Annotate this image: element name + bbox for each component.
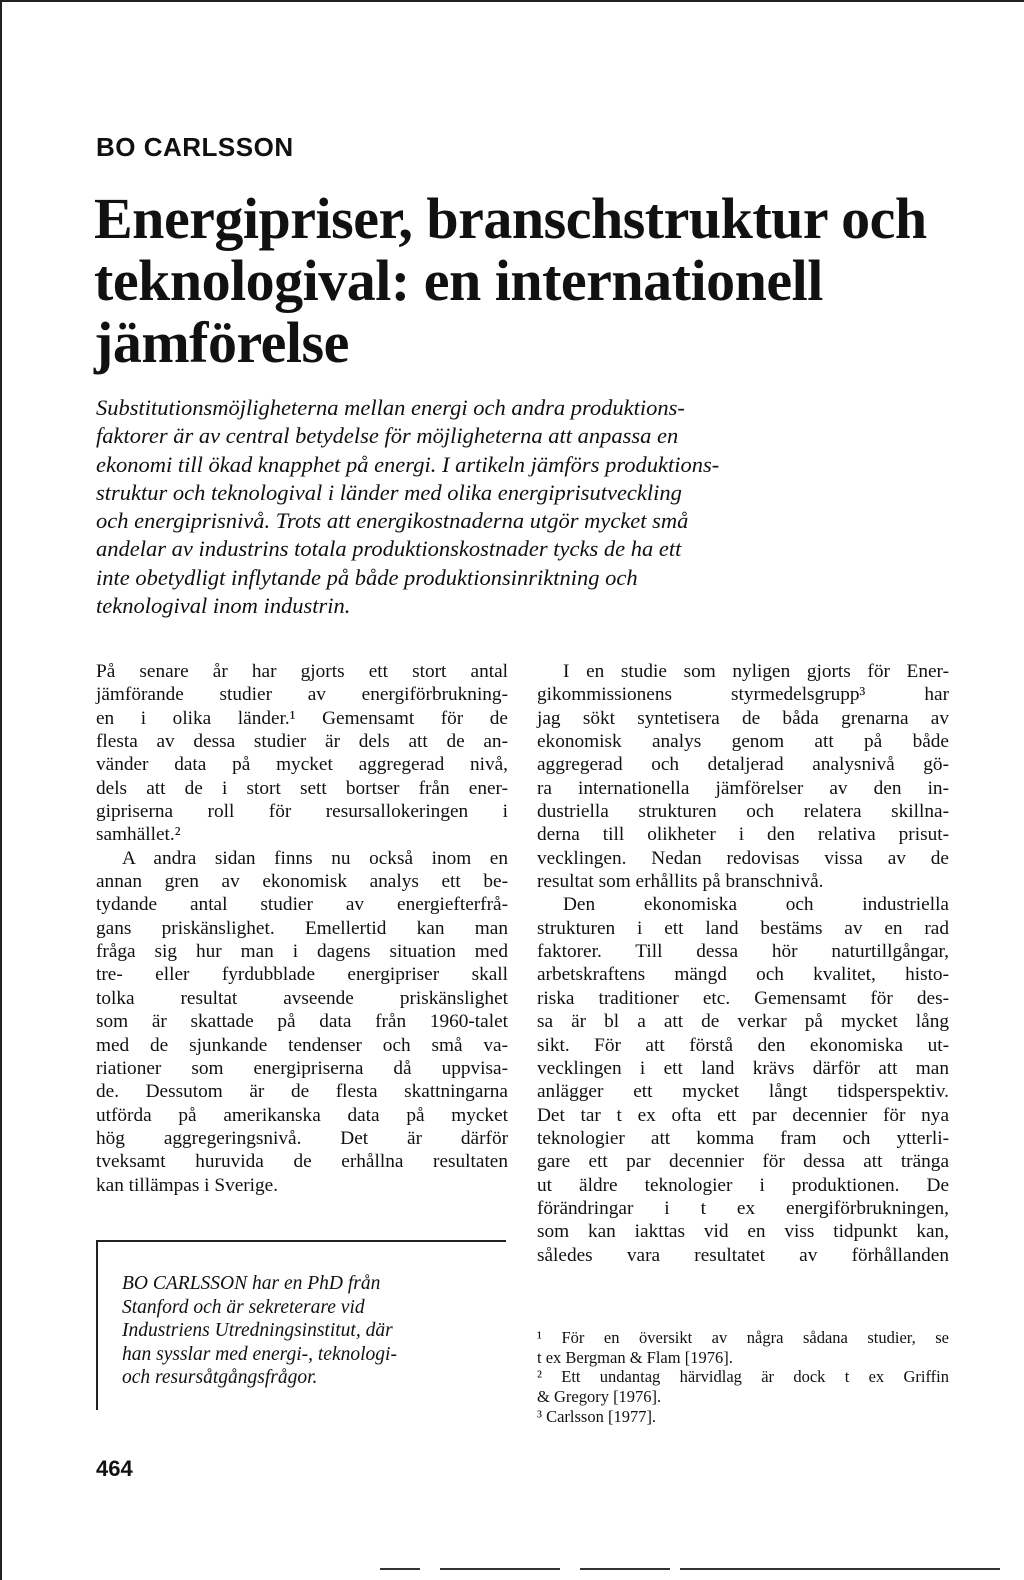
body-line: jämförande studier av energiförbrukning- [96,684,508,706]
body-line: riationer som energipriserna då uppvisa- [96,1057,508,1079]
bio-line: och resursåtgångsfrågor. [122,1367,318,1388]
body-line: arbetskraftens mängd och kvalitet, histo- [537,964,949,986]
body-line: förändringar i t ex energiförbrukningen, [537,1197,949,1219]
bio-line: han sysslar med energi-, teknologi- [122,1343,397,1365]
body-line: derna till olikheter i den relativa prisut- [537,824,949,846]
body-line: tolka resultat avseende priskänslighet [96,987,508,1009]
body-line: samhället.² [96,824,181,846]
body-line: resultat som erhållits på branschnivå. [537,871,824,893]
body-line: A andra sidan finns nu också inom en [122,847,508,869]
body-line: I en studie som nyligen gjorts för Ener- [563,661,949,682]
body-line: fråga sig hur man i dagens situation med [96,941,508,963]
bio-line: Stanford och är sekreterare vid [122,1296,365,1318]
left-border-rule [0,0,2,1580]
lead-line: Substitutionsmöjligheterna mellan energi och andra produktions- [96,395,685,420]
top-border-rule [0,0,1024,2]
body-line: som kan iakttas vid en viss tidpunkt kan, [537,1221,949,1243]
lead-line: andelar av industrins totala produktionskostnader tycks de ha ett [96,536,682,562]
lead-line: ekonomi till ökad knapphet på energi. I artikeln jämförs produktions- [96,451,720,477]
body-paragraph [96,660,508,847]
lead-line: teknologival inom industrin. [96,593,351,619]
body-line: således vara resultatet av förhållanden [537,1244,949,1266]
body-line: en i olika länder.¹ Gemensamt för de [96,707,508,729]
body-line: med de sjunkande tendenser och små va- [96,1034,508,1056]
body-line: riska traditioner etc. Gemensamt för des- [537,987,949,1009]
body-line: gikommissionens styrmedelsgrupp³ har [537,684,949,706]
lead-line: struktur och teknologival i länder med olika energiprisutveckling [96,479,682,505]
body-line: På senare år har gjorts ett stort antal [96,661,508,682]
body-line: anlägger ett mycket långt tidsperspektiv. [537,1081,949,1103]
author-bio [122,1272,397,1390]
body-line: gipriserna roll för resursallokeringen i [96,801,508,823]
body-line: som är skattade på data från 1960-talet [96,1011,508,1033]
article-title [94,188,954,374]
bio-line: BO CARLSSON har en PhD från [122,1273,381,1294]
body-line: utförda på amerikanska data på mycket [96,1104,508,1126]
body-line: sikt. För att förstå den ekonomiska ut- [537,1034,949,1056]
bio-line: Industriens Utredningsinstitut, där [122,1320,393,1341]
body-line: Det tar t ex ofta ett par decennier för nya [537,1104,949,1126]
footnotes [537,1328,949,1427]
page-number: 464 [96,1456,133,1481]
body-line: gans priskänslighet. Emellertid kan man [96,917,508,939]
body-line: Den ekonomiska och industriella [563,894,949,916]
lead-line: inte obetydligt inflytande på både produktionsinriktning och [96,564,638,590]
body-line: tveksamt huruvida de erhållna resultaten [96,1151,508,1173]
footnote-line: ¹ För en översikt av några sådana studier, se [537,1328,949,1347]
body-column-right [537,660,949,1267]
body-line: vecklingen. Nedan redovisas vissa av de [537,847,949,869]
lead-line: faktorer är av central betydelse för möjligheterna att anpassa en [96,423,679,449]
body-line: kan tillämpas i Sverige. [96,1174,279,1196]
body-line: dustriella strukturen och relatera skillna- [537,801,949,823]
body-paragraph [537,660,949,893]
body-line: vänder data på mycket aggregerad nivå, [96,754,508,776]
title-line: teknologival: en internationell [94,248,823,313]
body-line: faktorer. Till dessa hör naturtillgångar, [537,941,949,963]
body-line: gare ett par decennier för dessa att tränga [537,1151,949,1173]
bottom-scan-marks [380,1568,1000,1570]
body-line: sa är bl a att de verkar på mycket lång [537,1011,949,1033]
body-paragraph [96,847,508,1197]
body-line: annan gren av ekonomisk analys ett be- [96,871,508,893]
body-line: aggregerad och detaljerad analysnivå gö- [537,754,949,776]
body-line: jag sökt syntetisera de båda grenarna av [537,707,949,729]
footnote-line: ³ Carlsson [1977]. [537,1406,657,1426]
body-line: flesta av dessa studier är dels att de an- [96,731,508,753]
body-paragraph [537,893,949,1267]
footnote-line: & Gregory [1976]. [537,1387,662,1407]
author-bio-box [96,1240,506,1410]
title-line: Energipriser, branschstruktur och [94,186,927,251]
footnote-line: ² Ett undantag härvidlag är dock t ex Griffin [537,1367,949,1387]
body-line: de. Dessutom är de flesta skattningarna [96,1081,508,1103]
title-line: jämförelse [94,310,349,375]
footnote-line: t ex Bergman & Flam [1976]. [537,1347,733,1367]
body-line: tydande antal studier av energiefterfrå- [96,894,508,916]
body-line: vecklingen i ett land krävs därför att man [537,1057,949,1079]
body-column-left [96,660,508,1197]
body-line: hög aggregeringsnivå. Det är därför [96,1127,508,1149]
body-line: teknologier att komma fram och ytterli- [537,1127,949,1149]
lead-line: och energiprisnivå. Trots att energikostnaderna utgör mycket små [96,508,689,534]
body-line: ut äldre teknologier i produktionen. De [537,1174,949,1196]
author-name: BO CARLSSON [96,132,294,162]
body-line: ekonomisk analys genom att på både [537,731,949,753]
body-line: dels att de i stort sett bortser från ener- [96,777,508,799]
lead-paragraph [96,394,956,620]
body-line: strukturen i ett land bestäms av en rad [537,917,949,939]
body-line: tre- eller fyrdubblade energipriser skall [96,964,508,986]
body-line: ra internationella jämförelser av den in- [537,777,949,799]
